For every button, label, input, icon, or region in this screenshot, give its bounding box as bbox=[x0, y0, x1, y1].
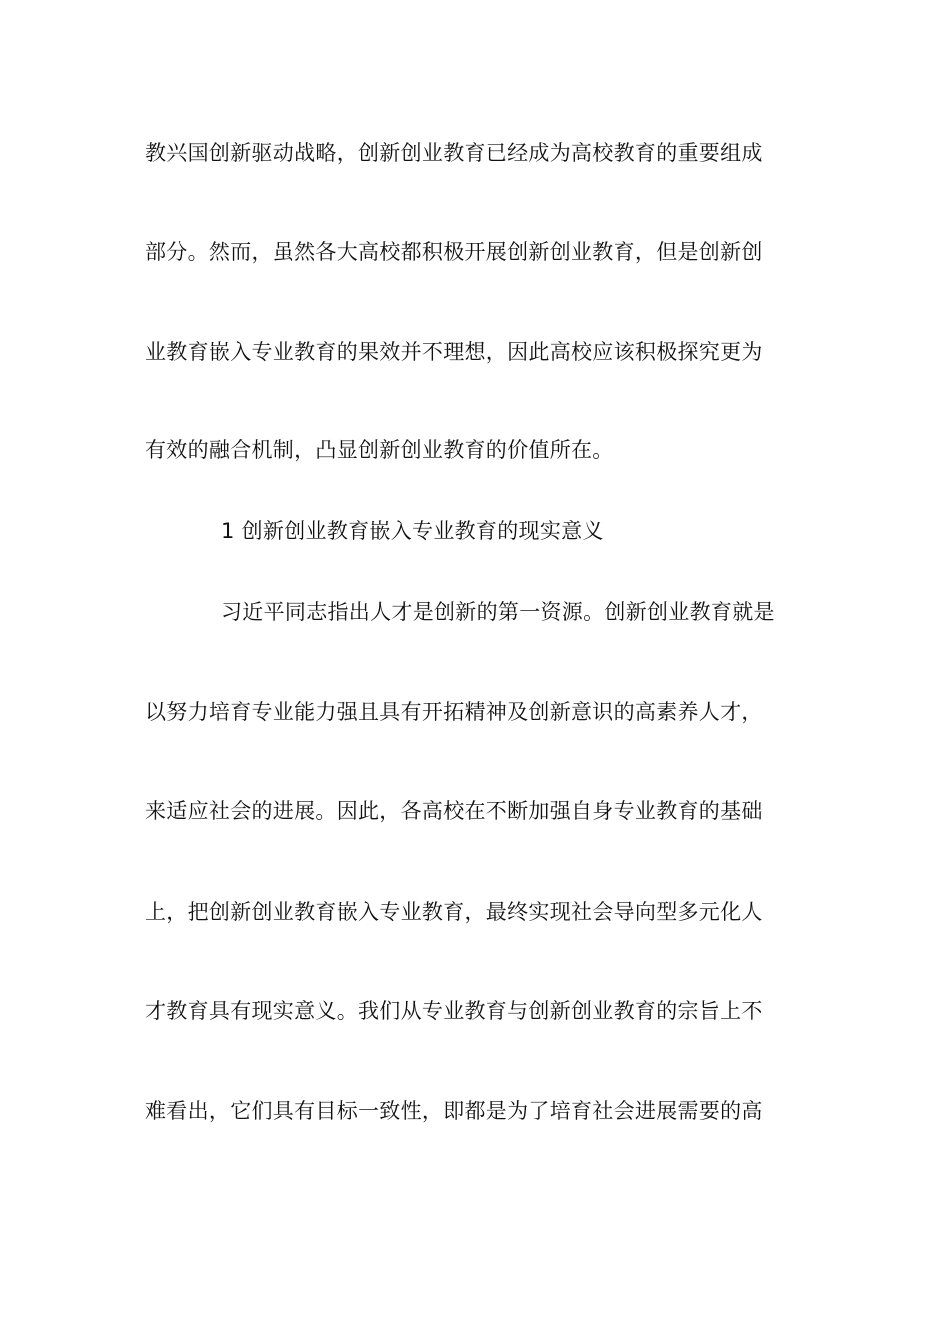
paragraph-1-line-1: 教兴国创新驱动战略，创新创业教育已经成为高校教育的重要组成 bbox=[145, 141, 763, 165]
paragraph-1-line-3: 业教育嵌入专业教育的果效并不理想，因此高校应该积极探究更为 bbox=[145, 340, 763, 364]
paragraph-2-line-4: 上，把创新创业教育嵌入专业教育，最终实现社会导向型多元化人 bbox=[145, 900, 763, 924]
paragraph-2-line-2: 以努力培育专业能力强且具有开拓精神及创新意识的高素养人才， bbox=[145, 700, 763, 724]
paragraph-2-line-6: 难看出，它们具有目标一致性，即都是为了培育社会进展需要的高 bbox=[145, 1099, 763, 1123]
paragraph-1-line-2: 部分。然而，虽然各大高校都积极开展创新创业教育，但是创新创 bbox=[145, 240, 763, 264]
paragraph-2-line-3: 来适应社会的进展。因此，各高校在不断加强自身专业教育的基础 bbox=[145, 799, 763, 823]
paragraph-2-line-1: 习近平同志指出人才是创新的第一资源。创新创业教育就是 bbox=[221, 600, 775, 624]
paragraph-1-line-4: 有效的融合机制，凸显创新创业教育的价值所在。 bbox=[145, 438, 614, 462]
paragraph-2-line-5: 才教育具有现实意义。我们从专业教育与创新创业教育的宗旨上不 bbox=[145, 999, 763, 1023]
section-heading: 1 创新创业教育嵌入专业教育的现实意义 bbox=[221, 519, 604, 543]
